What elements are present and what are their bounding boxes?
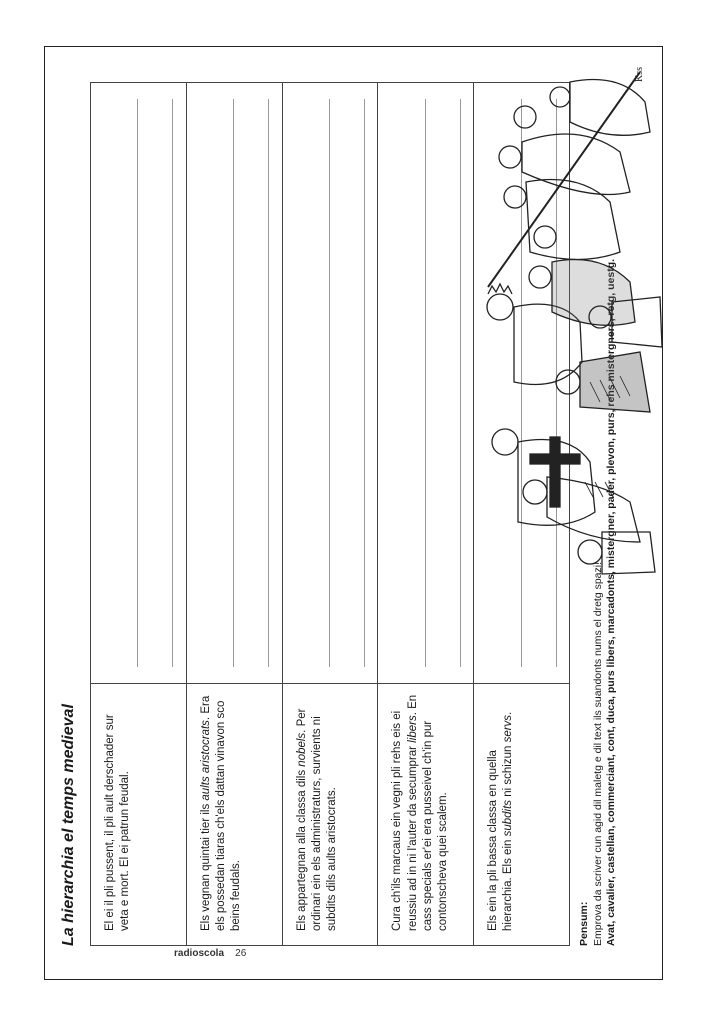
row-text-segment: Els ein la pli bassa classa en quella hierarchia. Els ein (487, 750, 515, 931)
table-row (283, 83, 379, 945)
table-row (187, 83, 283, 945)
table-row (91, 83, 187, 945)
row-text-segment: Cura ch'ils marcaus ein vegni pli rehs eis ei reussiu ad in ni l'auter da secumprar (391, 710, 419, 931)
footer-page-number: 26 (235, 948, 247, 959)
term-italic: libers (406, 715, 419, 743)
term-italic: servs (502, 714, 515, 743)
term-italic: subdits (502, 799, 515, 837)
row-text-segment: El ei il pli pussent, il pli ault derschader sur veta e mort. El ei patrun feudal. (104, 714, 132, 931)
answer-lines (378, 83, 473, 683)
row-text-segment: . Era els possedan tiaras ch'els dattan vinavon sco beins feudals. (199, 695, 243, 931)
answer-lines (91, 83, 186, 683)
figure-group-top (499, 80, 650, 260)
pensum-label: Pensum: (578, 901, 590, 946)
row-text (187, 683, 282, 945)
term-italic: nobels (295, 732, 308, 767)
medieval-figures-illustration (470, 62, 666, 597)
answer-lines (187, 83, 282, 683)
answer-lines (283, 83, 378, 683)
row-text (474, 683, 569, 945)
table-row (378, 83, 474, 945)
term-italic: aults aristocrats (199, 720, 212, 801)
row-text-segment: ni schizun (502, 742, 515, 800)
figure-merchant (529, 260, 635, 326)
figure-peasant (578, 532, 655, 574)
row-text-segment: Els appartegnan alla classa dils (295, 766, 308, 931)
figure-bishop (492, 429, 595, 525)
row-text-segment: . (502, 711, 515, 715)
row-text-segment: . Per ordinari ein els administraturs, survients ni subdits dils aults aristocrats. (295, 708, 338, 931)
row-text (378, 683, 473, 945)
row-text (91, 683, 186, 945)
page-footer (174, 948, 246, 959)
footer-brand: radioscola (174, 948, 225, 959)
figure-knight (556, 352, 650, 412)
row-text (283, 683, 378, 945)
illustration-signature: Kss (634, 66, 645, 82)
row-text-segment: Els vegnan quintai tier ils (199, 800, 212, 931)
page-title: La hierarchia el temps medieval (60, 704, 77, 946)
pensum-word-list: Avat, cavalier, castellan, commerciant, cont, duca, purs libers, marcadonts, mistergner, pader, plevon, purs, rehs mistergners, retg, uestg. (605, 258, 618, 946)
pensum-instruction: Emprova da scriver cun agid dil maletg e dil text ils suandonts nums el dretg spazi! (591, 561, 604, 946)
row-text-segment: . En cass specials er'ei era pusseivel ch'in pur contonscheva quei scalem. (406, 694, 449, 931)
